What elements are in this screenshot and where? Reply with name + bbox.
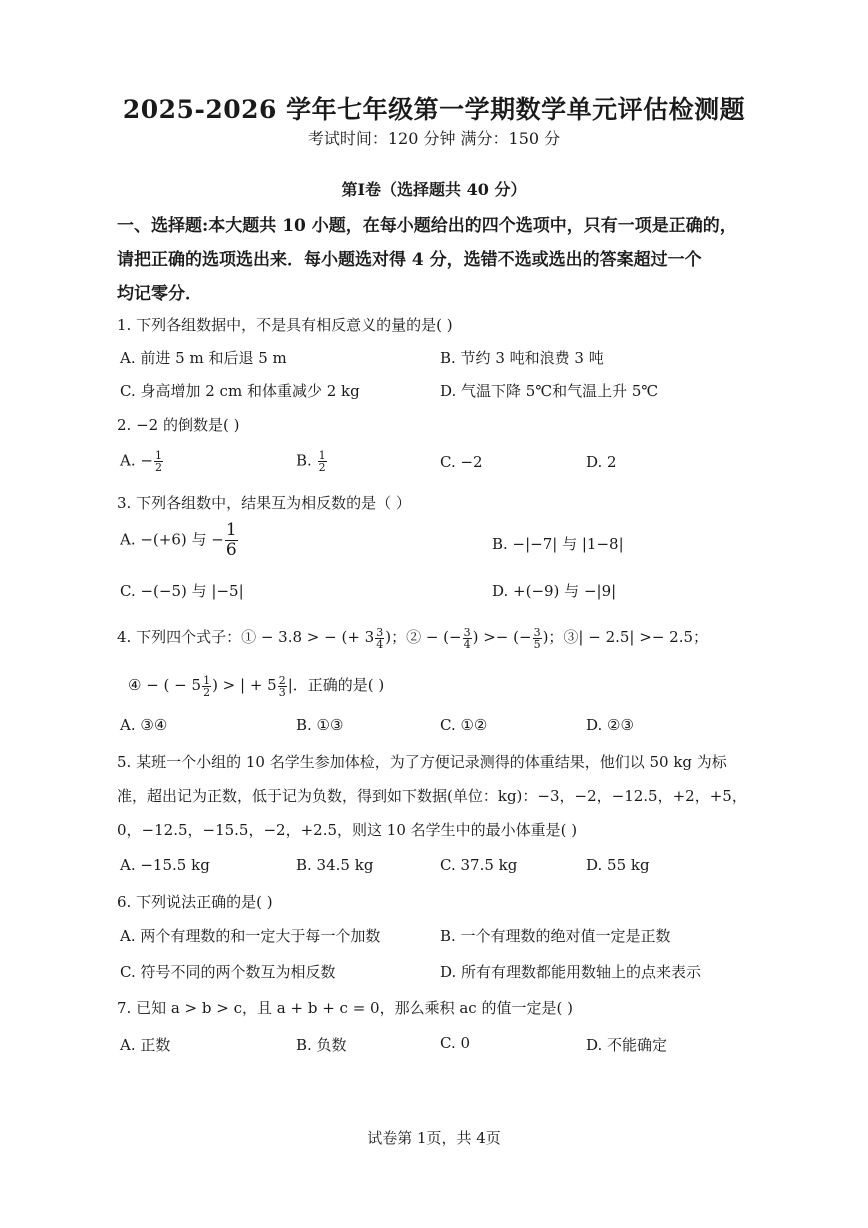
question-5-stem-line-3: 0，−12.5，−15.5，−2，+2.5，则这 10 名学生中的最小体重是( ) — [117, 821, 578, 839]
denominator: 2 — [318, 461, 326, 474]
question-4-option-c: C. ①② — [440, 716, 488, 734]
fraction — [463, 627, 472, 650]
question-1-option-c: C. 身高增加 2 cm 和体重减少 2 kg — [120, 382, 360, 400]
question-4-option-a: A. ③④ — [120, 716, 168, 734]
denominator: 2 — [154, 461, 162, 474]
denominator: 4 — [376, 637, 384, 651]
numerator: 2 — [278, 673, 286, 687]
question-6-stem: 6. 下列说法正确的是( ) — [117, 893, 273, 911]
numerator: 3 — [463, 625, 471, 639]
stem-part: )；② − (− — [385, 628, 462, 646]
fraction — [225, 521, 238, 560]
question-2-option-a — [120, 450, 164, 473]
question-5-option-b: B. 34.5 kg — [296, 856, 374, 874]
question-2-option-d: D. 2 — [586, 453, 617, 471]
numerator: 1 — [225, 520, 237, 540]
question-4-option-b: B. ①③ — [296, 716, 344, 734]
question-3-option-b: B. −|−7| 与 |1−8| — [492, 535, 624, 553]
denominator: 5 — [533, 637, 541, 651]
numerator: 1 — [203, 673, 211, 687]
question-5-option-c: C. 37.5 kg — [440, 856, 518, 874]
question-4-stem-line-2 — [128, 674, 384, 698]
question-1-stem: 1. 下列各组数据中，不是具有相反意义的量的是( ) — [117, 316, 453, 334]
stem-part: ) >− (− — [472, 628, 532, 646]
exam-info: 考试时间：120 分钟 满分：150 分 — [307, 129, 561, 148]
stem-part: |．正确的是( ) — [287, 676, 385, 694]
question-4-option-d: D. ②③ — [586, 716, 634, 734]
question-6-option-c: C. 符号不同的两个数互为相反数 — [120, 963, 336, 981]
denominator: 3 — [278, 685, 286, 699]
question-3-option-c: C. −(−5) 与 |−5| — [120, 582, 244, 600]
page-title: 2025-2026 学年七年级第一学期数学单元评估检测题 — [122, 95, 746, 124]
fraction — [318, 450, 327, 473]
option-b-prefix: B. — [296, 451, 317, 470]
stem-part: )；③| − 2.5| >− 2.5； — [542, 628, 709, 646]
volume-heading: 第Ⅰ卷（选择题共 40 分） — [341, 180, 527, 199]
question-6-option-d: D. 所有有理数都能用数轴上的点来表示 — [440, 963, 702, 981]
question-7-option-a: A. 正数 — [120, 1036, 171, 1054]
question-1-option-d: D. 气温下降 5℃和气温上升 5℃ — [440, 382, 659, 400]
fraction — [202, 675, 211, 698]
stem-part: 4. 下列四个式子：① − 3.8 > − (+ 3 — [117, 628, 375, 646]
stem-part: ④ − ( − 5 — [128, 676, 202, 694]
section-instructions-line-1: 一、选择题:本大题共 10 小题，在每小题给出的四个选项中，只有一项是正确的， — [117, 216, 737, 236]
numerator: 3 — [533, 625, 541, 639]
numerator: 1 — [318, 449, 326, 462]
numerator: 3 — [376, 625, 384, 639]
fraction — [533, 627, 542, 650]
question-5-option-a: A. −15.5 kg — [120, 856, 210, 874]
question-4-stem — [117, 626, 708, 650]
question-5-stem-line-2: 准，超出记为正数，低于记为负数，得到如下数据(单位：kg)：−3，−2，−12.5，+2，+5， — [117, 787, 747, 805]
denominator: 2 — [203, 685, 211, 699]
question-1-option-a: A. 前进 5 m 和后退 5 m — [120, 349, 287, 367]
question-5-option-d: D. 55 kg — [586, 856, 650, 874]
option-a-prefix: A. −(+6) 与 − — [120, 530, 224, 549]
denominator: 4 — [463, 637, 471, 651]
page-footer: 试卷第 1页，共 4页 — [367, 1129, 501, 1147]
question-2-option-b — [296, 450, 328, 473]
fraction — [278, 675, 287, 698]
question-6-option-b: B. 一个有理数的绝对值一定是正数 — [440, 927, 671, 945]
section-instructions-line-2: 请把正确的选项选出来．每小题选对得 4 分，选错不选或选出的答案超过一个 — [117, 250, 702, 270]
question-3-option-d: D. +(−9) 与 −|9| — [492, 582, 617, 600]
question-7-option-d: D. 不能确定 — [586, 1036, 668, 1054]
fraction — [154, 450, 163, 473]
fraction — [375, 627, 384, 650]
question-6-option-a: A. 两个有理数的和一定大于每一个加数 — [120, 927, 381, 945]
question-7-option-c: C. 0 — [440, 1034, 471, 1052]
question-7-stem: 7. 已知 a > b > c，且 a + b + c = 0，那么乘积 ac 的值一定是( ) — [117, 999, 573, 1017]
question-2-option-c: C. −2 — [440, 453, 483, 471]
question-3-stem: 3. 下列各组数中，结果互为相反数的是（ ） — [117, 494, 411, 512]
question-7-option-b: B. 负数 — [296, 1036, 347, 1054]
numerator: 1 — [154, 449, 162, 462]
option-a-prefix: A. − — [120, 451, 153, 470]
question-1-option-b: B. 节约 3 吨和浪费 3 吨 — [440, 349, 604, 367]
question-2-stem: 2. −2 的倒数是( ) — [117, 416, 240, 434]
section-instructions-line-3: 均记零分． — [117, 284, 202, 304]
stem-part: ) > | + 5 — [212, 676, 277, 694]
question-5-stem-line-1: 5. 某班一个小组的 10 名学生参加体检，为了方便记录测得的体重结果，他们以 50 kg 为标 — [117, 753, 727, 771]
denominator: 6 — [225, 540, 237, 560]
question-3-option-a — [120, 521, 239, 560]
